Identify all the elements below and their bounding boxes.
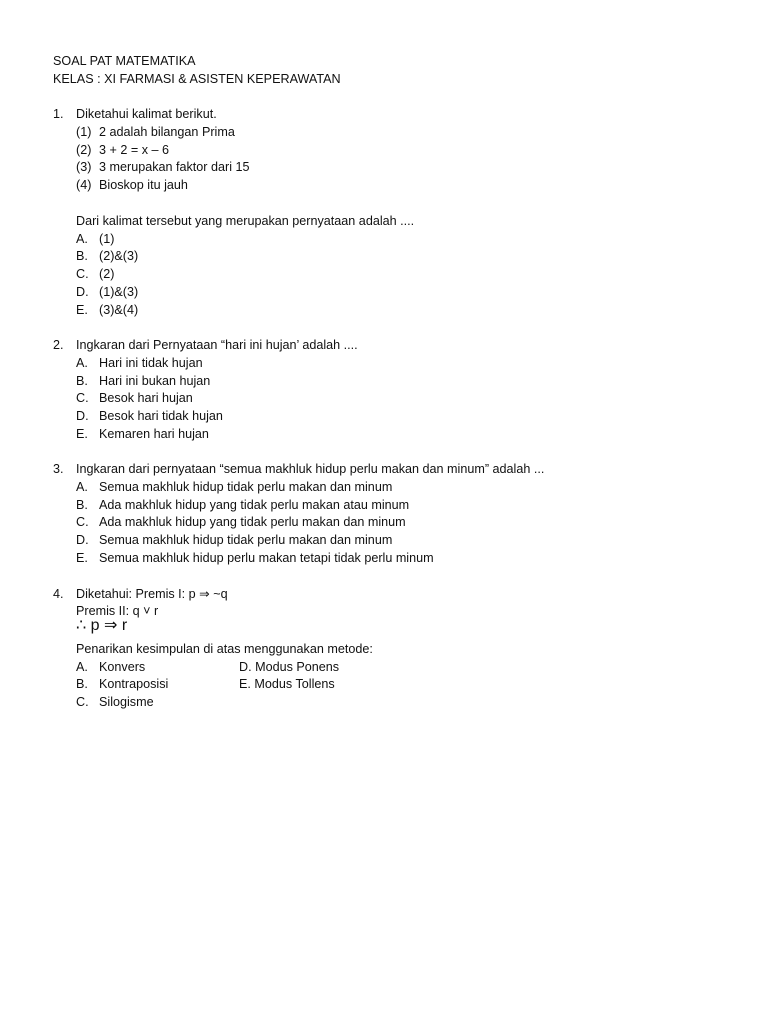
option-list xyxy=(53,479,544,568)
question-3-stem xyxy=(53,461,544,479)
statement-item: (2) 3 + 2 = x – 6 xyxy=(76,142,170,157)
class-line: KELAS : XI FARMASI & ASISTEN KEPERAWATAN xyxy=(53,71,341,86)
question-prompt: Dari kalimat tersebut yang merupakan pernyataan adalah .... xyxy=(76,213,415,228)
question-1-stem xyxy=(53,106,414,124)
option-item: E. Kemaren hari hujan xyxy=(76,426,209,441)
option-item: B. Ada makhluk hidup yang tidak perlu makan atau minum xyxy=(76,497,410,512)
option-item: C. (2) xyxy=(76,267,115,282)
question-3 xyxy=(53,461,544,568)
statement-list xyxy=(53,124,414,195)
question-text: Ingkaran dari Pernyataan “hari ini hujan’ adalah .... xyxy=(76,338,358,352)
question-2 xyxy=(53,337,358,444)
question-prompt: Penarikan kesimpulan di atas menggunakan metode: xyxy=(76,641,373,656)
option-item: E. (3)&(4) xyxy=(76,302,139,317)
option-item: C. Ada makhluk hidup yang tidak perlu makan dan minum xyxy=(76,515,406,530)
option-item: A. Semua makhluk hidup tidak perlu makan dan minum xyxy=(76,479,393,494)
document-title: SOAL PAT MATEMATIKA xyxy=(53,54,196,68)
option-item: D. Modus Ponens xyxy=(239,659,340,674)
option-item: C. Silogisme xyxy=(76,695,154,710)
question-4-stem xyxy=(53,586,402,604)
option-column-left xyxy=(76,659,239,712)
option-item: B. Hari ini bukan hujan xyxy=(76,373,211,388)
option-item: B. (2)&(3) xyxy=(76,249,139,264)
document-header xyxy=(53,53,341,89)
statement-item: (4) Bioskop itu jauh xyxy=(76,178,188,193)
question-text: Diketahui: Premis I: p ⇒ ~q xyxy=(76,587,228,601)
option-item: A. Hari ini tidak hujan xyxy=(76,355,203,370)
option-item: D. (1)&(3) xyxy=(76,284,139,299)
question-number: 3. xyxy=(53,462,64,476)
premise-2: Premis II: q ˅ r xyxy=(76,603,159,618)
option-list xyxy=(53,231,414,320)
conclusion: ∴ p ⇒ r xyxy=(76,616,128,634)
question-number: 4. xyxy=(53,587,64,601)
statement-item: (1) 2 adalah bilangan Prima xyxy=(76,124,235,139)
option-item: B. Kontraposisi xyxy=(76,677,169,692)
option-item: E. Modus Tollens xyxy=(239,677,335,692)
question-text: Diketahui kalimat berikut. xyxy=(76,107,217,121)
option-item: C. Besok hari hujan xyxy=(76,391,193,406)
question-2-stem xyxy=(53,337,358,355)
question-number: 2. xyxy=(53,338,64,352)
option-column-right xyxy=(239,659,402,712)
option-item: A. (1) xyxy=(76,231,115,246)
option-list xyxy=(53,355,358,444)
question-4 xyxy=(53,586,402,712)
statement-item: (3) 3 merupakan faktor dari 15 xyxy=(76,160,250,175)
question-1 xyxy=(53,106,414,320)
option-grid xyxy=(53,659,402,712)
question-number: 1. xyxy=(53,107,64,121)
question-text: Ingkaran dari pernyataan “semua makhluk hidup perlu makan dan minum” adalah ... xyxy=(76,462,545,476)
option-item: D. Semua makhluk hidup tidak perlu makan dan minum xyxy=(76,533,393,548)
option-item: D. Besok hari tidak hujan xyxy=(76,409,223,424)
option-item: E. Semua makhluk hidup perlu makan tetapi tidak perlu minum xyxy=(76,550,434,565)
option-item: A. Konvers xyxy=(76,659,146,674)
